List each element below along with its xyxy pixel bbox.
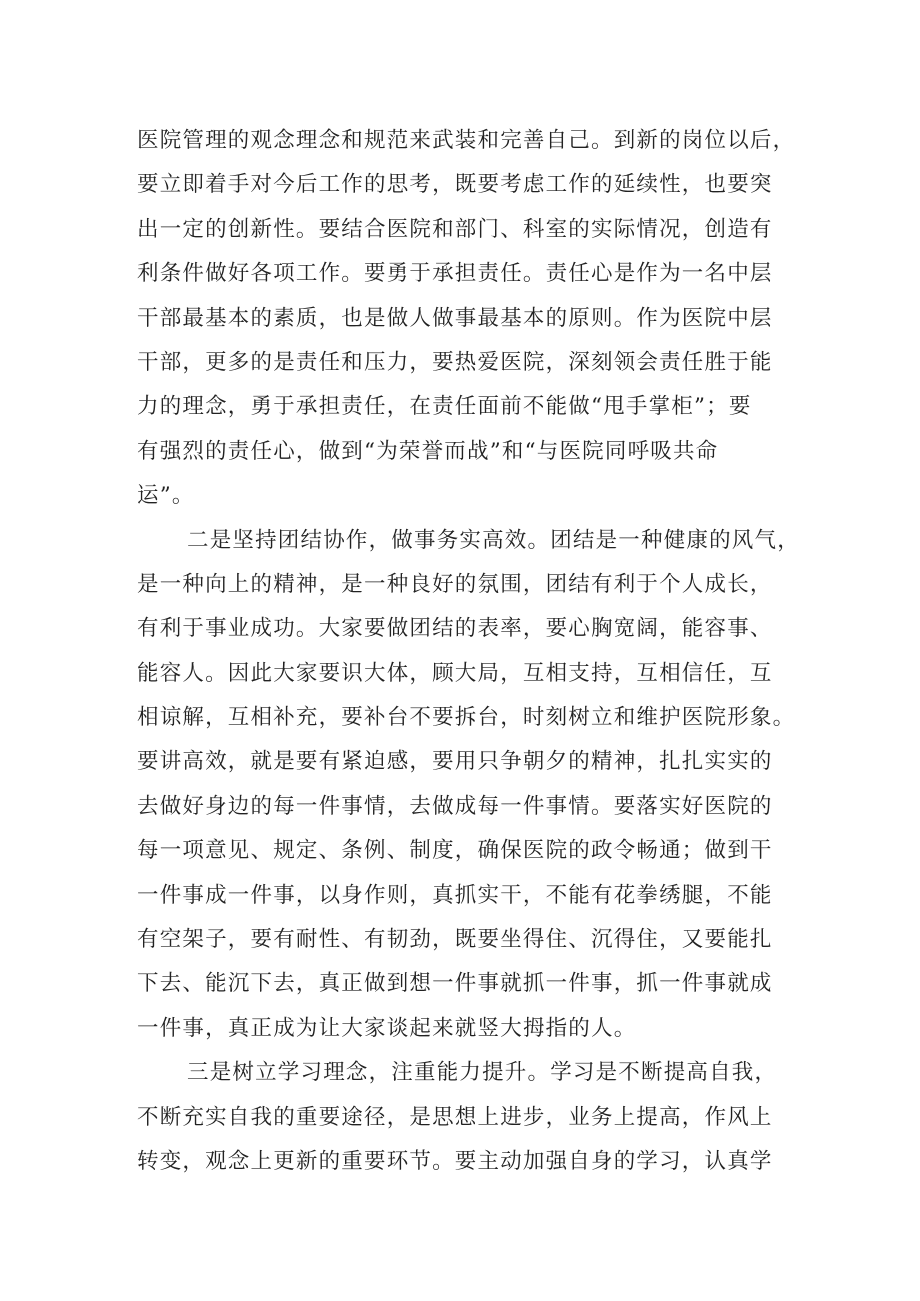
text-line: 运”。 — [137, 483, 195, 509]
text-line: 医院管理的观念理念和规范来武装和完善自己。到新的岗位以后， — [137, 128, 796, 153]
text-line: 有强烈的责任心，做到“为荣誉而战”和“与医院同呼吸共命 — [137, 438, 719, 464]
text-line: 要立即着手对今后工作的思考，既要考虑工作的延续性，也要突 — [137, 172, 773, 198]
text-line: 每一项意见、规定、条例、制度，确保医院的政令畅通；做到干 — [137, 838, 773, 864]
text-line: 去做好身边的每一件事情，去做成每一件事情。要落实好医院的 — [137, 793, 773, 819]
paragraph-start-line: 二是坚持团结协作，做事务实高效。团结是一种健康的风气， — [187, 527, 800, 553]
text-line: 有空架子，要有耐性、有韧劲，既要坐得住、沉得住，又要能扎 — [137, 927, 773, 953]
text-line: 出一定的创新性。要结合医院和部门、科室的实际情况，创造有 — [137, 216, 773, 242]
text-line: 利条件做好各项工作。要勇于承担责任。责任心是作为一名中层 — [137, 261, 773, 287]
text-line: 能容人。因此大家要识大体，顾大局，互相支持，互相信任，互 — [137, 660, 773, 686]
paragraph-start-line: 三是树立学习理念，注重能力提升。学习是不断提高自我， — [187, 1060, 778, 1086]
text-line: 一件事成一件事，以身作则，真抓实干，不能有花拳绣腿，不能 — [137, 882, 773, 908]
text-line: 干部最基本的素质，也是做人做事最基本的原则。作为医院中层 — [137, 305, 773, 331]
text-line: 转变，观念上更新的重要环节。要主动加强自身的学习，认真学 — [137, 1148, 773, 1174]
document-body — [137, 119, 800, 1184]
text-line: 不断充实自我的重要途径，是思想上进步，业务上提高，作风上 — [137, 1104, 773, 1130]
text-line: 一件事，真正成为让大家谈起来就竖大拇指的人。 — [137, 1015, 637, 1041]
text-line: 相谅解，互相补充，要补台不要拆台，时刻树立和维护医院形象。 — [137, 705, 796, 731]
text-line: 下去、能沉下去，真正做到想一件事就抓一件事，抓一件事就成 — [137, 971, 773, 997]
text-line: 有利于事业成功。大家要做团结的表率，要心胸宽阔，能容事、 — [137, 616, 773, 642]
text-line: 要讲高效，就是要有紧迫感，要用只争朝夕的精神，扎扎实实的 — [137, 749, 773, 775]
text-line: 力的理念，勇于承担责任，在责任面前不能做“甩手掌柜”；要 — [137, 394, 752, 420]
text-line: 是一种向上的精神，是一种良好的氛围，团结有利于个人成长， — [137, 571, 773, 597]
text-line: 干部，更多的是责任和压力，要热爱医院，深刻领会责任胜于能 — [137, 349, 773, 375]
